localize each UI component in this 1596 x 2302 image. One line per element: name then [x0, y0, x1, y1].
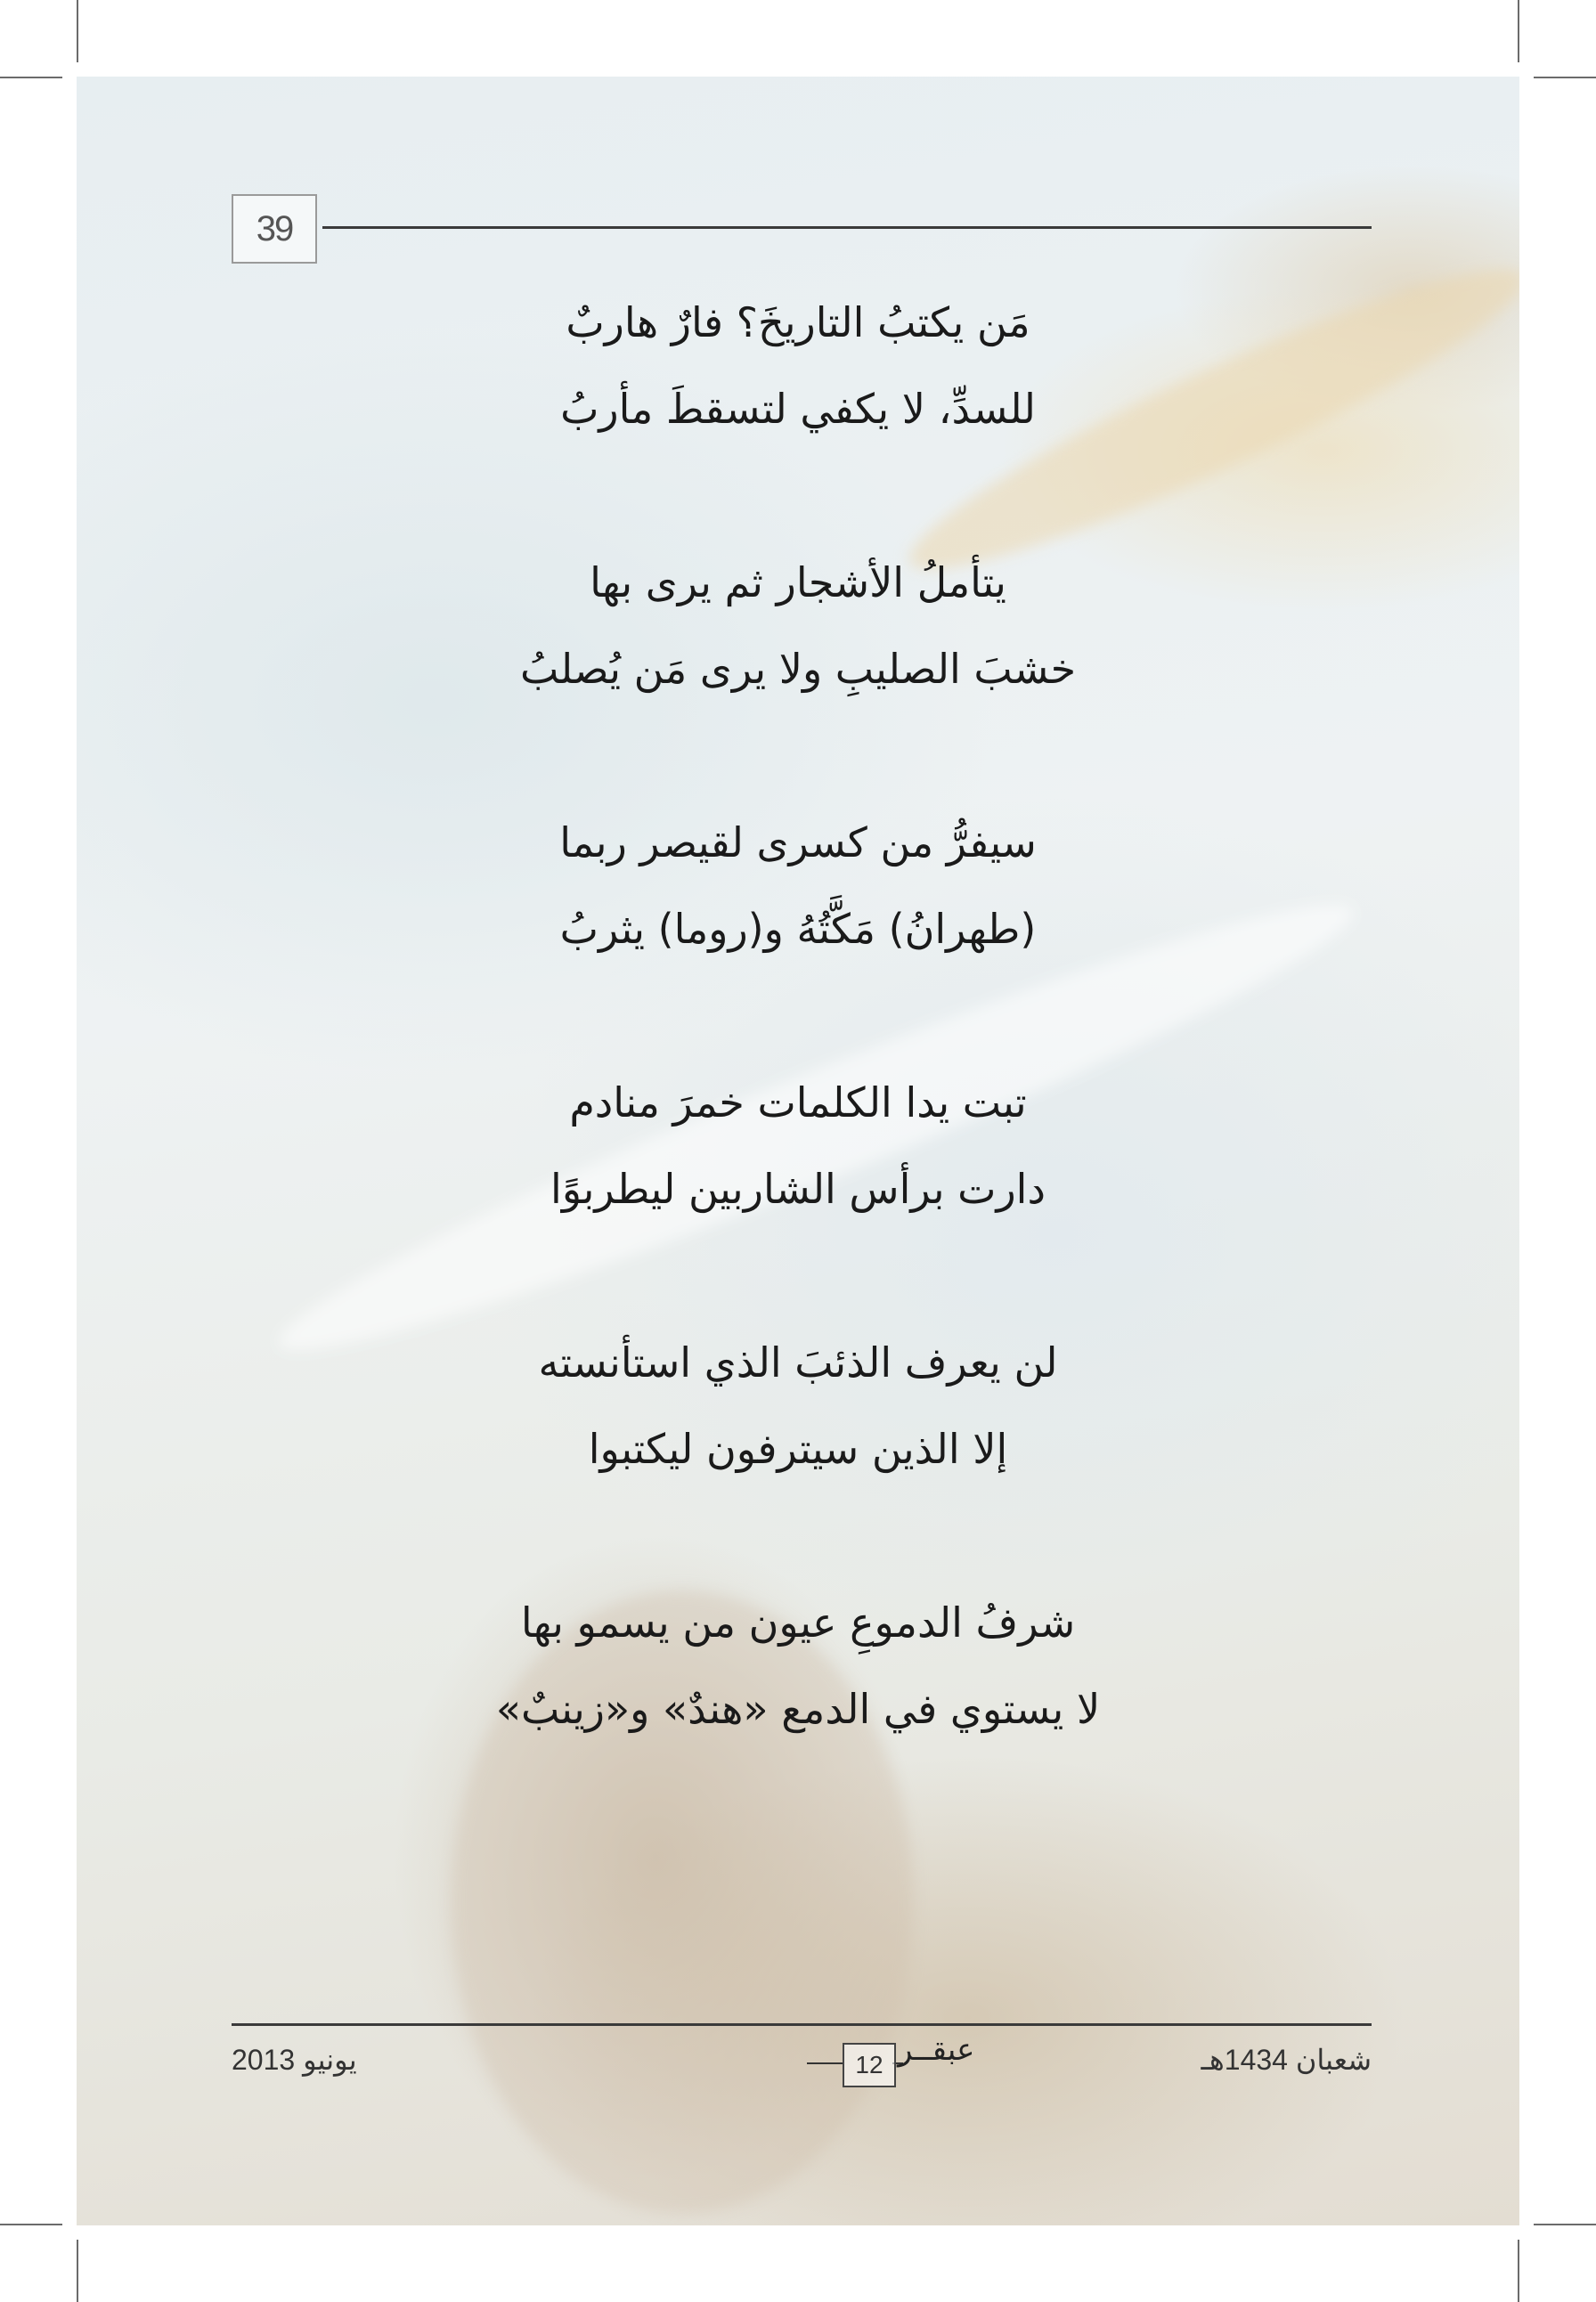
poem-line: دارت برأس الشاربين ليطربوًا — [550, 1165, 1046, 1213]
poem-line: شرفُ الدموعِ عيون من يسمو بها — [520, 1598, 1076, 1647]
poem-line: إلا الذين سيترفون ليكتبوا — [588, 1425, 1008, 1473]
poem-line: مَن يكتبُ التاريخَ؟ فارٌ هاربٌ — [566, 298, 1030, 346]
poem-line: خشبَ الصليبِ ولا يرى مَن يُصلبُ — [519, 645, 1077, 693]
poem-line: تبت يدا الكلمات خمرَ منادم — [569, 1078, 1027, 1127]
footer-rule — [232, 2023, 1372, 2026]
poem-line: لا يستوي في الدمع «هندٌ» و«زينبٌ» — [495, 1685, 1101, 1733]
footer-date-gregorian: يونيو 2013 — [232, 2044, 357, 2076]
crop-mark — [1518, 0, 1519, 62]
magazine-title: عبقــر — [898, 2032, 975, 2068]
crop-mark — [1534, 77, 1596, 78]
masthead-rule — [807, 2062, 843, 2064]
crop-mark — [0, 77, 62, 78]
footer-date-hijri: شعبان 1434هـ — [1201, 2044, 1372, 2076]
footer-masthead — [709, 2032, 994, 2089]
poem-line: للسدِّ، لا يكفي لتسقطَ مأربُ — [560, 385, 1036, 433]
crop-mark — [1534, 2224, 1596, 2225]
header-rule — [322, 226, 1372, 229]
crop-mark — [0, 2224, 62, 2225]
issue-number: 12 — [843, 2043, 896, 2087]
poem-line: يتأملُ الأشجار ثم يرى بها — [590, 558, 1006, 606]
page-number: 39 — [232, 194, 317, 264]
crop-mark — [77, 2240, 78, 2302]
crop-mark — [77, 0, 78, 62]
page — [77, 77, 1519, 2225]
poem-line: لن يعرف الذئبَ الذي استأنسته — [538, 1338, 1058, 1387]
poem-line: سيفرُّ من كسرى لقيصر ربما — [559, 818, 1037, 866]
crop-mark — [1518, 2240, 1519, 2302]
poem-line: (طهرانُ) مَكَّتُهُ و(روما) يثربُ — [559, 905, 1037, 953]
